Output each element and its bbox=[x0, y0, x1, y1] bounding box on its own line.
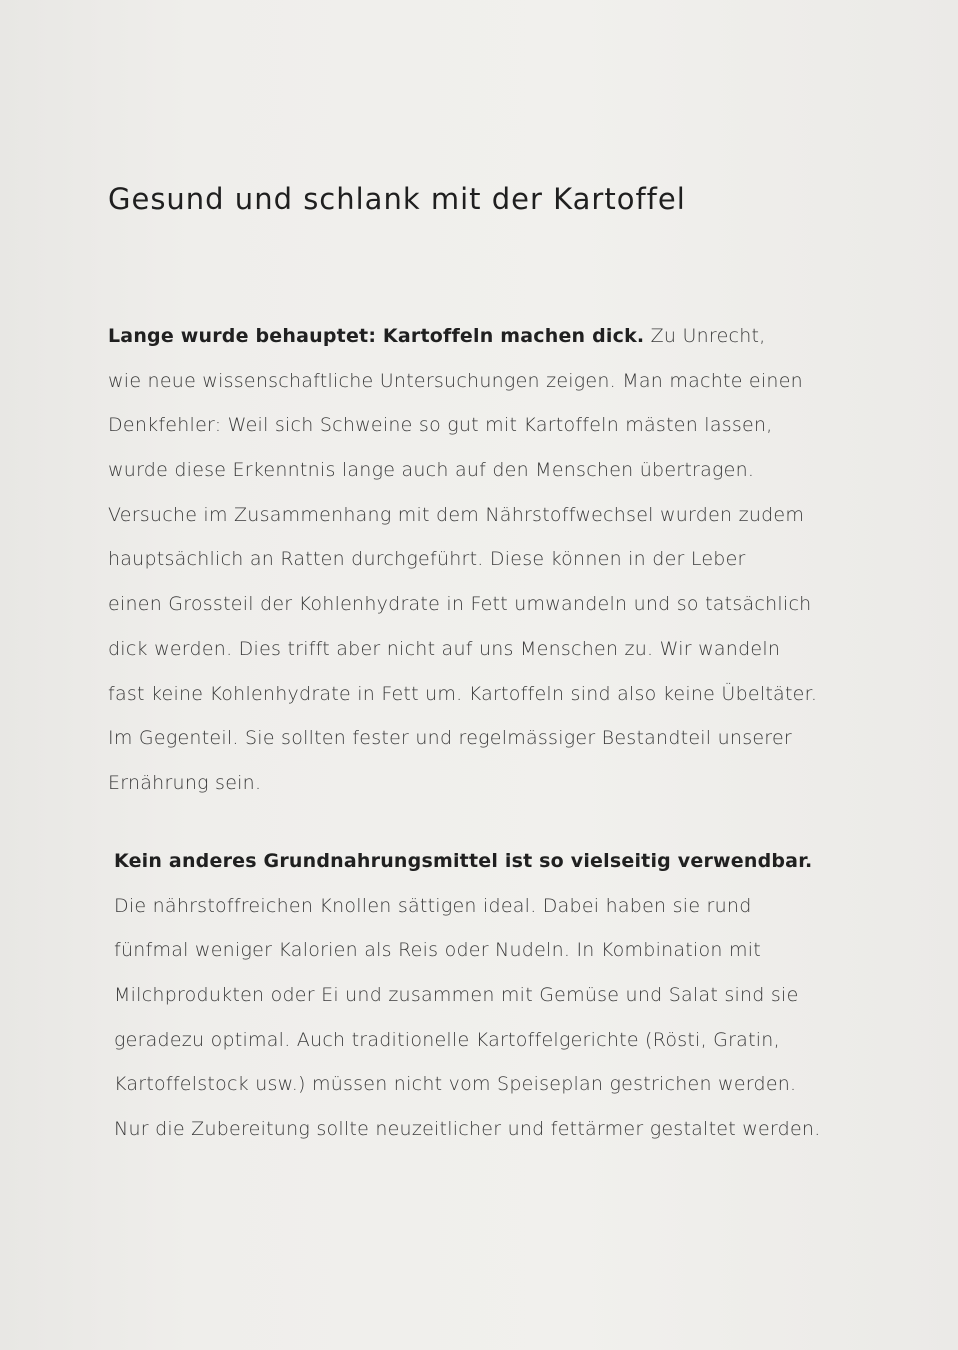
paragraph-line: geradezu optimal. Auch traditionelle Kartoffelgerichte (Rösti, Gratin, bbox=[114, 1028, 780, 1051]
paragraph-line bbox=[108, 314, 838, 359]
paragraph-line: wie neue wissenschaftliche Untersuchungen zeigen. Man machte einen bbox=[108, 369, 803, 392]
paragraph-lead: Lange wurde behauptet: Kartoffeln machen dick. bbox=[108, 325, 645, 347]
paragraph-lead: Kein anderes Grundnahrungsmittel ist so vielseitig verwendbar. bbox=[114, 850, 813, 872]
page bbox=[108, 0, 838, 1350]
paragraph-line bbox=[114, 839, 844, 884]
paragraph-line: Im Gegenteil. Sie sollten fester und regelmässiger Bestandteil unserer bbox=[108, 727, 792, 750]
paragraph-line: hauptsächlich an Ratten durchgeführt. Diese können in der Leber bbox=[108, 548, 746, 571]
paragraph-potato-myth bbox=[108, 314, 838, 806]
paragraph-line: fünfmal weniger Kalorien als Reis oder Nudeln. In Kombination mit bbox=[114, 939, 761, 962]
paragraph-line: Nur die Zubereitung sollte neuzeitlicher und fettärmer gestaltet werden. bbox=[114, 1118, 821, 1141]
paragraph-versatility bbox=[114, 839, 844, 1152]
paragraph-line: fast keine Kohlenhydrate in Fett um. Kartoffeln sind also keine Übeltäter. bbox=[108, 682, 818, 705]
paragraph-line: Versuche im Zusammenhang mit dem Nährstoffwechsel wurden zudem bbox=[108, 503, 805, 526]
page-title: Gesund und schlank mit der Kartoffel bbox=[108, 182, 686, 216]
paragraph-line-text: Zu Unrecht, bbox=[650, 325, 766, 347]
paragraph-line: Die nährstoffreichen Knollen sättigen ideal. Dabei haben sie rund bbox=[114, 894, 752, 917]
paragraph-line: einen Grossteil der Kohlenhydrate in Fett umwandeln und so tatsächlich bbox=[108, 593, 812, 616]
paragraph-line: wurde diese Erkenntnis lange auch auf den Menschen übertragen. bbox=[108, 459, 755, 482]
paragraph-line: dick werden. Dies trifft aber nicht auf uns Menschen zu. Wir wandeln bbox=[108, 637, 781, 660]
paragraph-line: Kartoffelstock usw.) müssen nicht vom Speiseplan gestrichen werden. bbox=[114, 1073, 797, 1096]
paragraph-line: Denkfehler: Weil sich Schweine so gut mit Kartoffeln mästen lassen, bbox=[108, 414, 773, 437]
paragraph-line: Ernährung sein. bbox=[108, 771, 262, 794]
paragraph-line: Milchprodukten oder Ei und zusammen mit Gemüse und Salat sind sie bbox=[114, 984, 799, 1007]
